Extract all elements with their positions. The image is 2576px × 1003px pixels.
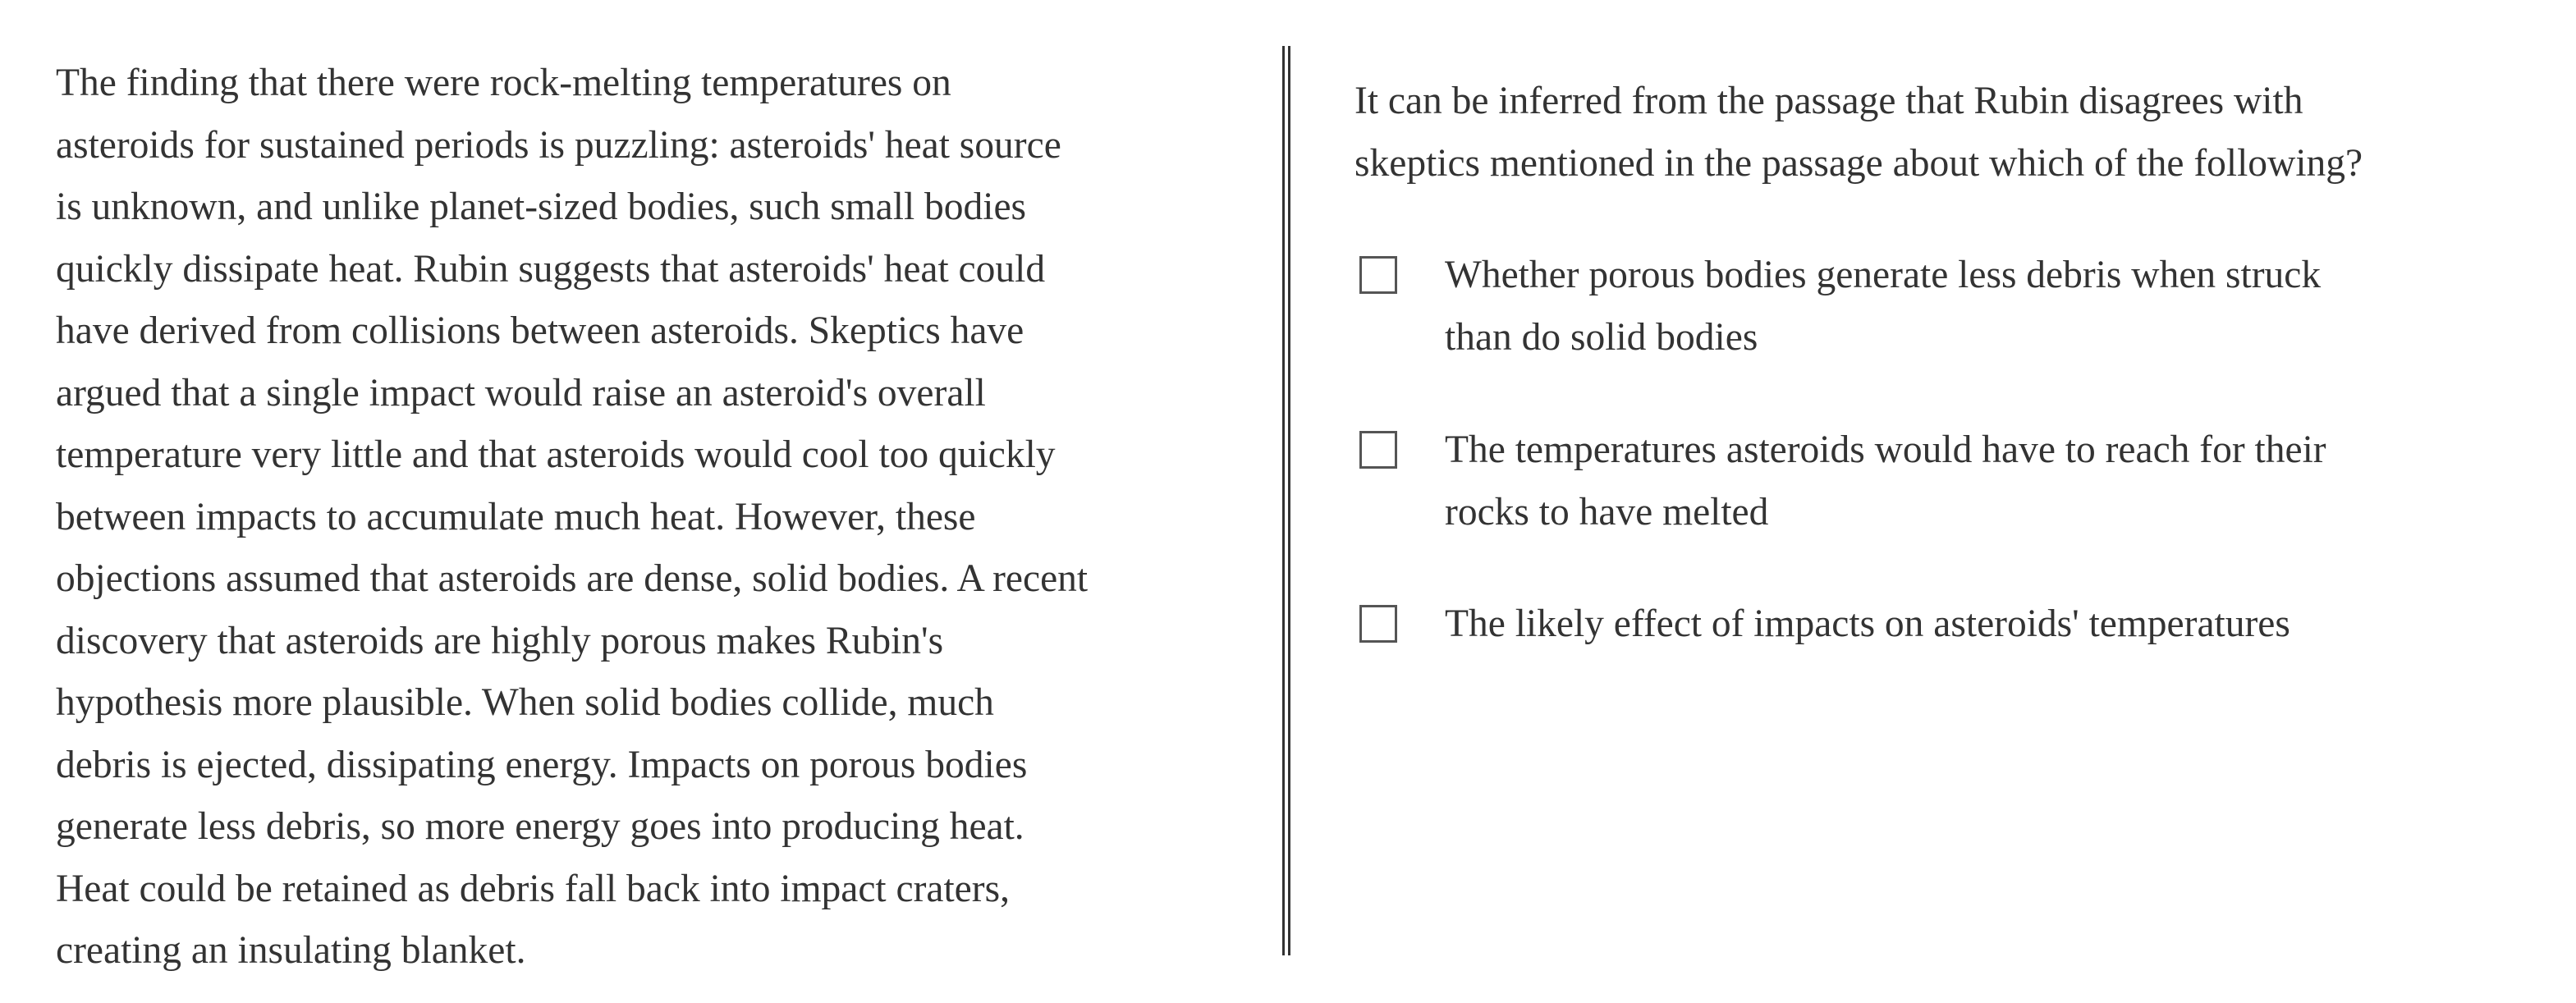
checkbox-1[interactable] xyxy=(1359,256,1397,294)
answer-choice-3[interactable] xyxy=(1354,593,2290,656)
answer-choice-1-label: Whether porous bodies generate less debris when struck than do solid bodies xyxy=(1445,254,2322,359)
question-panel xyxy=(1354,71,2561,645)
reading-passage: The finding that there were rock-melting temperatures on asteroids for sustained periods is puzzling: asteroids' heat source is unknown, and unlike planet-sized bodies, such small bodies quickly dissipate heat. Rubin suggests that asteroids' heat could have derived from collisions between asteroids. Skeptics have argued that a single impact would raise an asteroid's overall temperature very little and that asteroids would cool too quickly between impacts to accumulate much heat. However, these objections assumed that asteroids are dense, solid bodies. A recent discovery that asteroids are highly porous makes Rubin's hypothesis more plausible. When solid bodies collide, much debris is ejected, dissipating energy. Impacts on porous bodies generate less debris, so more energy goes into producing heat. Heat could be retained as debris fall back into impact craters, creating an insulating blanket. xyxy=(56,62,1089,972)
answer-choice-2-label: The temperatures asteroids would have to reach for their rocks to have melted xyxy=(1445,428,2326,534)
answer-choice-1[interactable] xyxy=(1354,245,2321,369)
answer-choice-3-label: The likely effect of impacts on asteroids' temperatures xyxy=(1445,602,2290,645)
checkbox-2[interactable] xyxy=(1359,431,1397,469)
checkbox-3[interactable] xyxy=(1359,605,1397,643)
question-stem: It can be inferred from the passage that Rubin disagrees with skeptics mentioned in the passage about which of the following? xyxy=(1354,80,2363,185)
panel-divider xyxy=(1282,46,1290,955)
answer-choice-2[interactable] xyxy=(1354,419,2326,543)
